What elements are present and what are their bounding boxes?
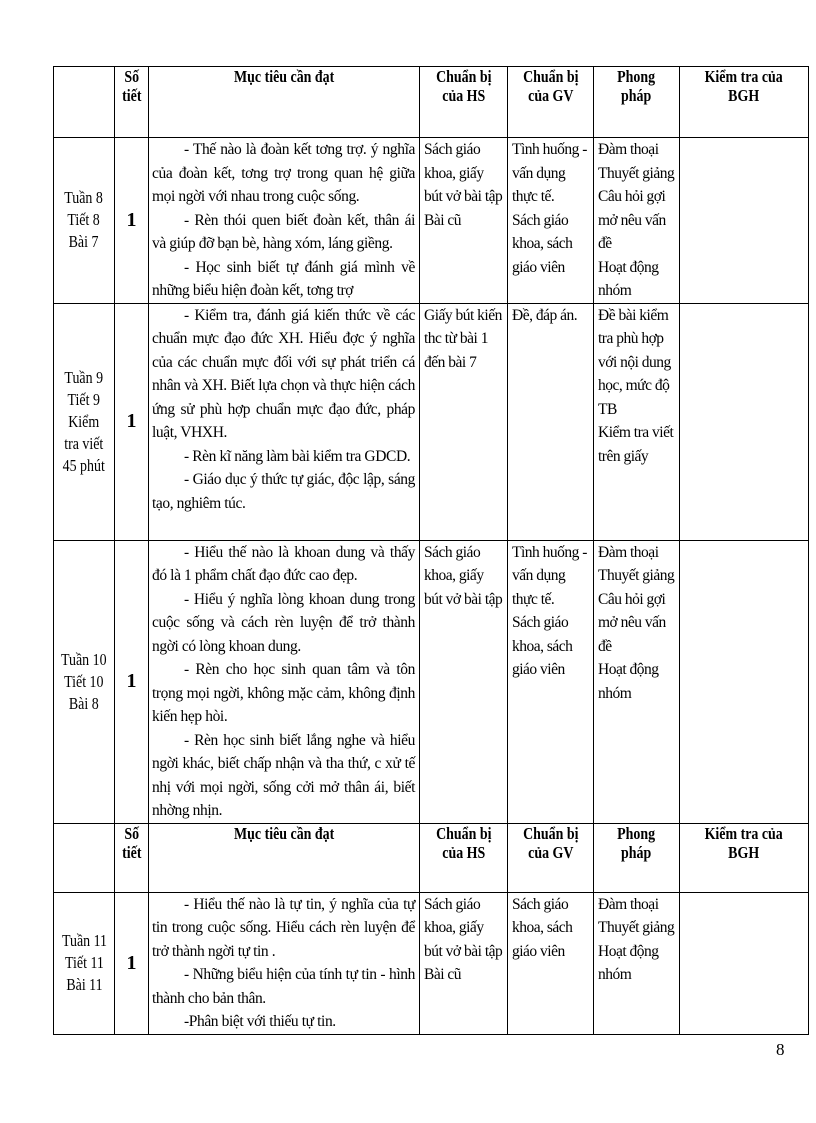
lesson-label: Tuần 9 Tiết 9 Kiểm tra viết 45 phút <box>54 303 115 540</box>
objectives-cell <box>149 303 420 540</box>
objective-item: - Rèn kĩ năng làm bài kiểm tra GDCD. <box>184 447 411 465</box>
lesson-label: Tuần 11 Tiết 11 Bài 11 <box>54 892 115 1034</box>
table-row <box>54 892 809 1034</box>
teacher-prep-cell: Tình huống - vấn dụng thực tế. Sách giáo khoa, sách giáo viên <box>508 540 594 823</box>
table-row <box>54 540 809 823</box>
periods-count: 1 <box>115 138 149 304</box>
check-cell <box>680 303 809 540</box>
header-lesson-cell <box>54 67 115 138</box>
student-prep-cell: Giấy bút kiến thc từ bài 1 đến bài 7 <box>420 303 508 540</box>
objective-item: - Kiểm tra, đánh giá kiến thức về các chuẩn mực đạo đức XH. Hiểu đợc ý nghĩa của các chuẩn mực đối với sự phát triển cá nhân và XH. Biết lựa chọn và thực hiện cách ứng sử phù hợp chuẩn mực đạo đức, pháp luật, VHXH. <box>152 306 415 441</box>
lesson-label: Tuần 10 Tiết 10 Bài 8 <box>54 540 115 823</box>
header-student-prep: Chuẩn bị của HS <box>420 823 508 892</box>
periods-count: 1 <box>115 540 149 823</box>
header-method: Phong pháp <box>594 823 680 892</box>
lesson-plan-table <box>53 66 809 1035</box>
header-teacher-prep: Chuẩn bị của GV <box>508 67 594 138</box>
objective-item: - Hiểu thế nào là tự tin, ý nghĩa của tự tin trong cuộc sống. Hiểu cách rèn luyện để trở thành ngời tự tin . <box>152 895 415 960</box>
objective-item: - Những biểu hiện của tính tự tin - hình thành cho bản thân. <box>152 966 415 1007</box>
header-periods: Số tiết <box>115 67 149 138</box>
header-row-repeat <box>54 823 809 892</box>
header-method: Phong pháp <box>594 67 680 138</box>
header-periods: Số tiết <box>115 823 149 892</box>
student-prep-cell: Sách giáo khoa, giấy bút vở bài tập Bài cũ <box>420 138 508 304</box>
periods-count: 1 <box>115 892 149 1034</box>
table-row <box>54 303 809 540</box>
header-objectives: Mục tiêu cần đạt <box>149 67 420 138</box>
objectives-cell <box>149 892 420 1034</box>
objective-item: -Phân biệt với thiếu tự tin. <box>184 1013 336 1030</box>
objective-item: - Rèn cho học sinh quan tâm và tôn trọng mọi ngời, không mặc cảm, không định kiến hẹp hòi. <box>152 661 415 725</box>
header-check: Kiểm tra của BGH <box>680 67 809 138</box>
header-check: Kiểm tra của BGH <box>680 823 809 892</box>
objective-item: - Giáo dục ý thức tự giác, độc lập, sáng tạo, nghiêm túc. <box>152 471 415 512</box>
objective-item: - Rèn học sinh biết lắng nghe và hiểu ngời khác, biết chấp nhận và tha thứ, c xử tế nhị với mọi ngời, sống cởi mở thân ái, biết nhờng nhịn. <box>152 731 415 819</box>
method-cell: Đàm thoại Thuyết giảng Câu hỏi gợi mở nêu vấn đề Hoạt động nhóm <box>594 138 680 304</box>
objectives-cell <box>149 540 420 823</box>
objective-item: - Hiểu ý nghĩa lòng khoan dung trong cuộc sống và cách rèn luyện để trở thành ngời có lòng khoan dung. <box>152 590 415 655</box>
header-row <box>54 67 809 138</box>
header-lesson-cell <box>54 823 115 892</box>
objective-item: - Hiểu thế nào là khoan dung và thấy đó là 1 phẩm chất đạo đức cao đẹp. <box>152 543 415 584</box>
teacher-prep-cell: Sách giáo khoa, sách giáo viên <box>508 892 594 1034</box>
teacher-prep-cell: Đề, đáp án. <box>508 303 594 540</box>
teacher-prep-cell: Tình huống - vấn dụng thực tế. Sách giáo khoa, sách giáo viên <box>508 138 594 304</box>
objective-item: - Học sinh biết tự đánh giá mình về những biểu hiện đoàn kết, tơng trợ <box>152 258 415 299</box>
check-cell <box>680 138 809 304</box>
page-number: 8 <box>776 1040 785 1059</box>
objective-item: - Rèn thói quen biết đoàn kết, thân ái và giúp đỡ bạn bè, hàng xóm, láng giềng. <box>152 211 415 252</box>
student-prep-cell: Sách giáo khoa, giấy bút vở bài tập <box>420 540 508 823</box>
header-teacher-prep: Chuẩn bị của GV <box>508 823 594 892</box>
header-student-prep: Chuẩn bị của HS <box>420 67 508 138</box>
check-cell <box>680 540 809 823</box>
periods-count: 1 <box>115 303 149 540</box>
objective-item: - Thế nào là đoàn kết tơng trợ. ý nghĩa của đoàn kết, tơng trợ trong quan hệ giữa mọi ngời với nhau trong cuộc sống. <box>152 141 415 205</box>
table-row <box>54 138 809 304</box>
header-objectives: Mục tiêu cần đạt <box>149 823 420 892</box>
objectives-cell <box>149 138 420 304</box>
student-prep-cell: Sách giáo khoa, giấy bút vở bài tập Bài cũ <box>420 892 508 1034</box>
lesson-label: Tuần 8 Tiết 8 Bài 7 <box>54 138 115 304</box>
method-cell: Đàm thoại Thuyết giảng Hoạt động nhóm <box>594 892 680 1034</box>
method-cell: Đề bài kiểm tra phù hợp với nội dung học, mức độ TB Kiểm tra viết trên giấy <box>594 303 680 540</box>
method-cell: Đàm thoại Thuyết giảng Câu hỏi gợi mở nêu vấn đề Hoạt động nhóm <box>594 540 680 823</box>
check-cell <box>680 892 809 1034</box>
